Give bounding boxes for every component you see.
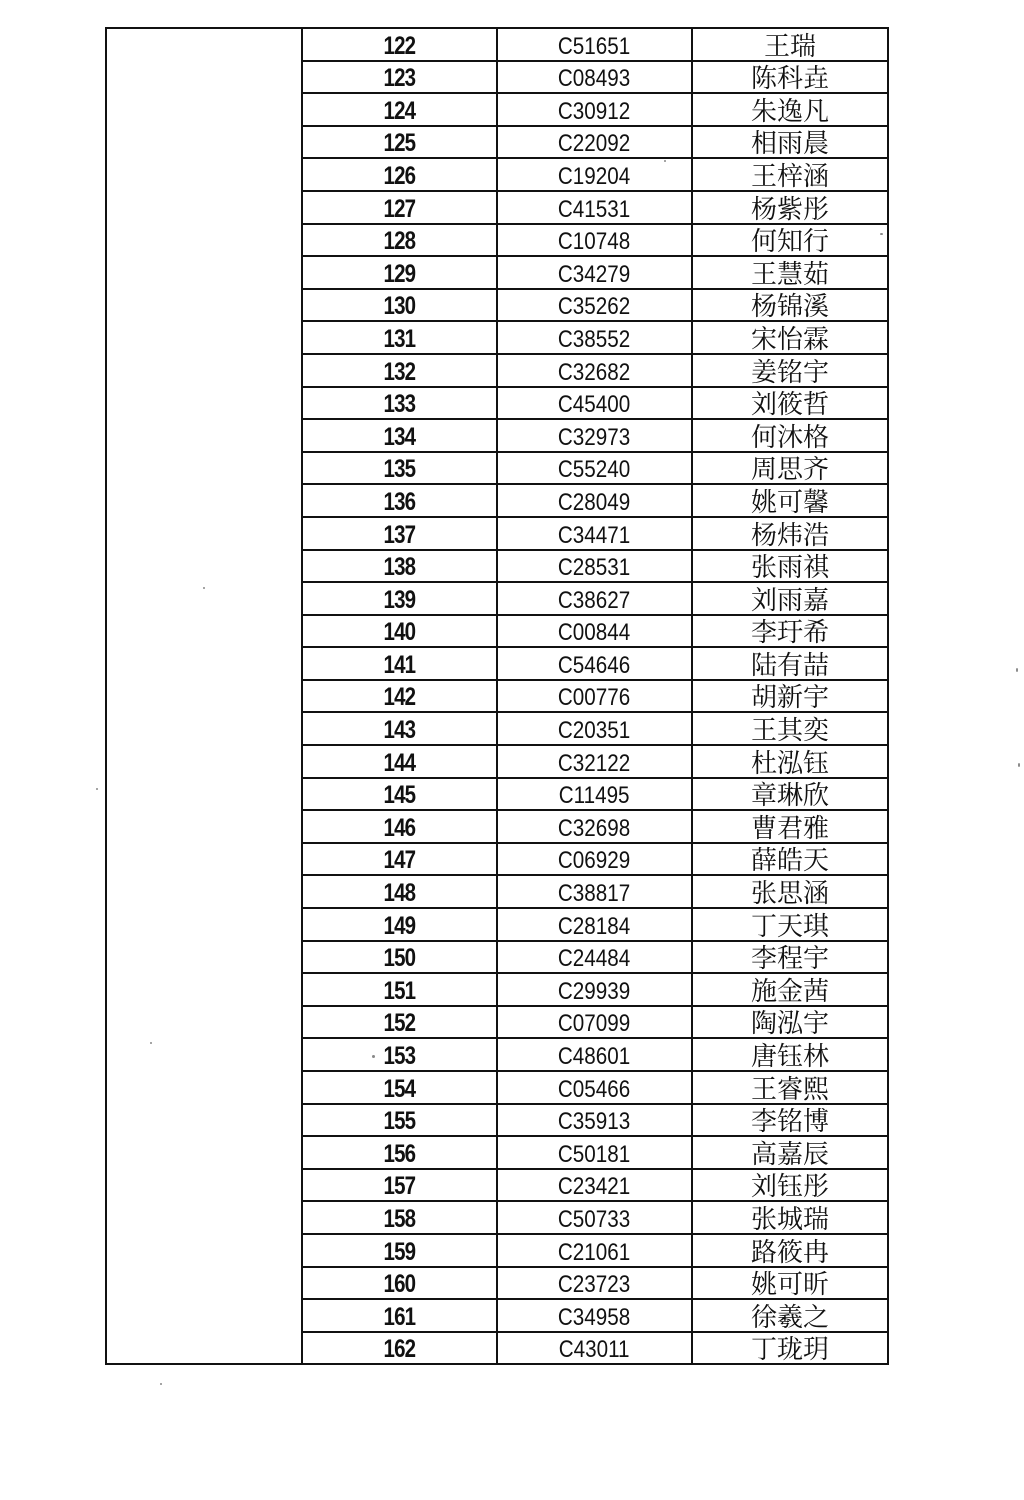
roster-table [105, 27, 889, 1365]
student-name: 章琳欣 [750, 781, 829, 812]
code-cell [497, 973, 692, 1006]
code-cell [497, 875, 692, 908]
seq-cell [302, 61, 497, 94]
code-cell [497, 93, 692, 126]
student-name: 朱逸凡 [750, 96, 829, 127]
seq-number: 124 [383, 96, 416, 125]
seq-cell [302, 1136, 497, 1169]
seq-number: 157 [383, 1172, 416, 1201]
seq-cell [302, 354, 497, 387]
name-cell [692, 1136, 888, 1169]
seq-cell [302, 224, 497, 257]
student-name: 刘钰彤 [750, 1172, 829, 1203]
code-cell [497, 745, 692, 778]
student-code: C54646 [558, 651, 631, 679]
seq-number: 135 [383, 455, 416, 484]
code-cell [497, 28, 692, 61]
code-cell [497, 1267, 692, 1300]
student-code: C21061 [558, 1238, 631, 1266]
name-cell [692, 1104, 888, 1137]
student-name: 施金茜 [750, 976, 829, 1007]
code-cell [497, 810, 692, 843]
name-cell [692, 61, 888, 94]
code-cell [497, 778, 692, 811]
student-name: 杨锦溪 [750, 292, 829, 323]
scan-speck [160, 1383, 162, 1385]
code-cell [497, 680, 692, 713]
seq-cell [302, 1169, 497, 1202]
code-cell [497, 484, 692, 517]
seq-cell [302, 582, 497, 615]
seq-cell [302, 191, 497, 224]
name-cell [692, 158, 888, 191]
name-cell [692, 321, 888, 354]
student-name: 曹君雅 [750, 813, 829, 844]
scan-speck [203, 587, 205, 589]
student-name: 杨紫彤 [750, 194, 829, 225]
student-code: C38552 [558, 325, 631, 353]
code-cell [497, 126, 692, 159]
seq-number: 143 [383, 716, 416, 745]
student-code: C38817 [558, 880, 631, 908]
student-name: 刘筱哲 [750, 390, 829, 421]
student-name: 薛皓天 [750, 846, 829, 877]
student-name: 杨炜浩 [750, 520, 829, 551]
seq-number: 148 [383, 879, 416, 908]
name-cell [692, 973, 888, 1006]
seq-cell [302, 973, 497, 1006]
student-name: 李玗希 [750, 618, 829, 649]
code-cell [497, 1234, 692, 1267]
seq-cell [302, 158, 497, 191]
code-cell [497, 321, 692, 354]
name-cell [692, 1038, 888, 1071]
code-cell [497, 1169, 692, 1202]
name-cell [692, 224, 888, 257]
seq-cell [302, 387, 497, 420]
name-cell [692, 1169, 888, 1202]
student-name: 何知行 [750, 227, 829, 258]
student-name: 张城瑞 [750, 1204, 829, 1235]
name-cell [692, 419, 888, 452]
student-name: 李铭博 [750, 1107, 829, 1138]
code-cell [497, 615, 692, 648]
student-code: C34471 [558, 521, 631, 549]
student-name: 姚可昕 [750, 1270, 829, 1301]
student-name: 周思齐 [750, 455, 829, 486]
seq-number: 133 [383, 390, 416, 419]
student-code: C19204 [558, 162, 631, 190]
seq-number: 141 [383, 650, 416, 679]
roster-table-body [106, 28, 888, 1364]
seq-cell [302, 941, 497, 974]
student-name: 陆有喆 [750, 650, 829, 681]
student-name: 丁天琪 [750, 911, 829, 942]
code-cell [497, 1071, 692, 1104]
student-code: C00776 [558, 684, 631, 712]
code-cell [497, 1332, 692, 1365]
name-cell [692, 745, 888, 778]
name-cell [692, 1071, 888, 1104]
seq-cell [302, 419, 497, 452]
code-cell [497, 419, 692, 452]
seq-cell [302, 843, 497, 876]
student-name: 张思涵 [750, 879, 829, 910]
name-cell [692, 1332, 888, 1365]
student-code: C23723 [558, 1271, 631, 1299]
seq-number: 142 [383, 683, 416, 712]
seq-number: 131 [383, 324, 416, 353]
seq-cell [302, 778, 497, 811]
seq-number: 145 [383, 781, 416, 810]
seq-cell [302, 745, 497, 778]
code-cell [497, 1006, 692, 1039]
seq-cell [302, 1234, 497, 1267]
name-cell [692, 126, 888, 159]
code-cell [497, 158, 692, 191]
code-cell [497, 1299, 692, 1332]
seq-number: 149 [383, 911, 416, 940]
code-cell [497, 647, 692, 680]
student-code: C24484 [558, 945, 631, 973]
code-cell [497, 452, 692, 485]
student-code: C22092 [558, 130, 631, 158]
code-cell [497, 941, 692, 974]
student-code: C28531 [558, 554, 631, 582]
student-code: C43011 [559, 1336, 630, 1364]
seq-number: 154 [383, 1074, 416, 1103]
name-cell [692, 354, 888, 387]
student-code: C34279 [558, 260, 631, 288]
name-cell [692, 778, 888, 811]
seq-cell [302, 126, 497, 159]
seq-number: 137 [383, 520, 416, 549]
seq-number: 127 [383, 194, 416, 223]
seq-cell [302, 712, 497, 745]
code-cell [497, 289, 692, 322]
seq-number: 152 [383, 1009, 416, 1038]
student-name: 宋怡霖 [750, 324, 829, 355]
seq-number: 161 [383, 1302, 416, 1331]
student-code: C32698 [558, 814, 631, 842]
seq-cell [302, 289, 497, 322]
name-cell [692, 582, 888, 615]
seq-cell [302, 647, 497, 680]
student-code: C50733 [558, 1205, 631, 1233]
seq-cell [302, 875, 497, 908]
seq-number: 144 [383, 748, 416, 777]
student-name: 王瑞 [763, 31, 816, 62]
seq-cell [302, 810, 497, 843]
student-code: C11495 [559, 782, 630, 810]
student-code: C08493 [558, 65, 631, 93]
seq-number: 130 [383, 292, 416, 321]
scan-speck [96, 788, 98, 790]
student-name: 姚可馨 [750, 487, 829, 518]
student-code: C05466 [558, 1075, 631, 1103]
scan-speck [1018, 763, 1020, 767]
student-code: C29939 [558, 977, 631, 1005]
seq-number: 151 [383, 976, 416, 1005]
seq-cell [302, 1071, 497, 1104]
seq-number: 134 [383, 422, 416, 451]
code-cell [497, 387, 692, 420]
seq-cell [302, 1299, 497, 1332]
seq-number: 125 [383, 129, 416, 158]
seq-cell [302, 1332, 497, 1365]
student-code: C48601 [558, 1043, 631, 1070]
student-code: C28049 [558, 488, 631, 516]
name-cell [692, 93, 888, 126]
seq-number: 136 [383, 487, 416, 516]
seq-number: 140 [383, 618, 416, 647]
student-name: 杜泓钰 [750, 748, 829, 779]
seq-number: 132 [383, 357, 416, 386]
student-code: C55240 [558, 456, 631, 484]
code-cell [497, 61, 692, 94]
student-name: 刘雨嘉 [750, 585, 829, 616]
code-cell [497, 191, 692, 224]
blank-merged-cell [106, 28, 302, 1364]
name-cell [692, 843, 888, 876]
code-cell [497, 712, 692, 745]
student-code: C23421 [558, 1173, 631, 1201]
student-code: C41531 [558, 195, 631, 223]
student-code: C28184 [558, 912, 631, 940]
code-cell [497, 354, 692, 387]
seq-number: 162 [383, 1335, 416, 1364]
student-name: 唐钰林 [750, 1042, 829, 1072]
name-cell [692, 680, 888, 713]
seq-cell [302, 1267, 497, 1300]
seq-number: 146 [383, 813, 416, 842]
seq-number: 155 [383, 1107, 416, 1136]
student-name: 王睿熙 [750, 1074, 829, 1105]
scan-speck [1016, 668, 1018, 672]
name-cell [692, 1299, 888, 1332]
seq-cell [302, 908, 497, 941]
seq-number: 129 [383, 259, 416, 288]
seq-cell [302, 28, 497, 61]
name-cell [692, 289, 888, 322]
student-name: 路筱冉 [750, 1237, 829, 1268]
scan-speck [372, 1055, 375, 1058]
code-cell [497, 256, 692, 289]
seq-number: 158 [383, 1204, 416, 1233]
seq-cell [302, 517, 497, 550]
name-cell [692, 712, 888, 745]
name-cell [692, 517, 888, 550]
name-cell [692, 1201, 888, 1234]
seq-cell [302, 680, 497, 713]
name-cell [692, 875, 888, 908]
code-cell [497, 224, 692, 257]
code-cell [497, 843, 692, 876]
student-name: 姜铭宇 [750, 357, 829, 388]
student-name: 高嘉辰 [750, 1139, 829, 1170]
seq-number: 156 [383, 1139, 416, 1168]
student-name: 何沐格 [750, 422, 829, 453]
student-code: C06929 [558, 847, 631, 875]
seq-cell [302, 256, 497, 289]
name-cell [692, 615, 888, 648]
student-code: C34958 [558, 1303, 631, 1331]
student-code: C32973 [558, 423, 631, 451]
name-cell [692, 550, 888, 583]
name-cell [692, 1006, 888, 1039]
student-name: 陈科垚 [750, 64, 829, 95]
student-name: 丁珑玥 [750, 1335, 829, 1366]
code-cell [497, 1201, 692, 1234]
student-code: C30912 [558, 97, 631, 125]
code-cell [497, 517, 692, 550]
name-cell [692, 647, 888, 680]
code-cell [497, 582, 692, 615]
student-code: C35262 [558, 293, 631, 321]
seq-cell [302, 452, 497, 485]
seq-number: 126 [383, 161, 416, 190]
code-cell [497, 1104, 692, 1137]
student-name: 徐羲之 [750, 1302, 829, 1333]
table-row [106, 28, 888, 61]
scan-speck [150, 1042, 152, 1044]
seq-number: 150 [383, 944, 416, 973]
student-name: 王其奕 [750, 716, 829, 747]
name-cell [692, 941, 888, 974]
seq-number: 138 [383, 553, 416, 582]
student-code: C32682 [558, 358, 631, 386]
name-cell [692, 484, 888, 517]
student-code: C07099 [558, 1010, 631, 1038]
student-name: 陶泓宇 [750, 1009, 829, 1040]
name-cell [692, 1267, 888, 1300]
seq-cell [302, 321, 497, 354]
seq-cell [302, 615, 497, 648]
student-name: 王慧茹 [750, 259, 829, 290]
student-code: C50181 [558, 1140, 631, 1168]
seq-number: 153 [383, 1042, 416, 1070]
student-code: C00844 [558, 619, 631, 647]
seq-number: 122 [383, 31, 416, 60]
seq-cell [302, 1006, 497, 1039]
name-cell [692, 452, 888, 485]
seq-cell [302, 1201, 497, 1234]
seq-cell [302, 93, 497, 126]
seq-number: 139 [383, 585, 416, 614]
seq-cell [302, 550, 497, 583]
seq-number: 160 [383, 1270, 416, 1299]
code-cell [497, 1038, 692, 1071]
seq-number: 123 [383, 64, 416, 93]
seq-number: 159 [383, 1237, 416, 1266]
name-cell [692, 256, 888, 289]
student-name: 王梓涵 [750, 161, 829, 192]
seq-cell [302, 1038, 497, 1071]
name-cell [692, 28, 888, 61]
code-cell [497, 908, 692, 941]
student-name: 胡新宇 [750, 683, 829, 714]
scan-speck [880, 233, 883, 235]
student-name: 相雨晨 [750, 129, 829, 160]
scan-speck [664, 160, 666, 162]
seq-number: 147 [383, 846, 416, 875]
student-code: C38627 [558, 586, 631, 614]
name-cell [692, 387, 888, 420]
code-cell [497, 1136, 692, 1169]
name-cell [692, 908, 888, 941]
student-code: C45400 [558, 391, 631, 419]
student-code: C32122 [558, 749, 631, 777]
code-cell [497, 550, 692, 583]
student-code: C35913 [558, 1108, 631, 1136]
seq-cell [302, 1104, 497, 1137]
student-name: 张雨祺 [750, 553, 829, 584]
student-code: C10748 [558, 228, 631, 256]
student-code: C51651 [558, 32, 631, 60]
name-cell [692, 191, 888, 224]
name-cell [692, 810, 888, 843]
seq-number: 128 [383, 227, 416, 256]
name-cell [692, 1234, 888, 1267]
student-code: C20351 [558, 717, 631, 745]
student-name: 李程宇 [750, 944, 829, 975]
seq-cell [302, 484, 497, 517]
